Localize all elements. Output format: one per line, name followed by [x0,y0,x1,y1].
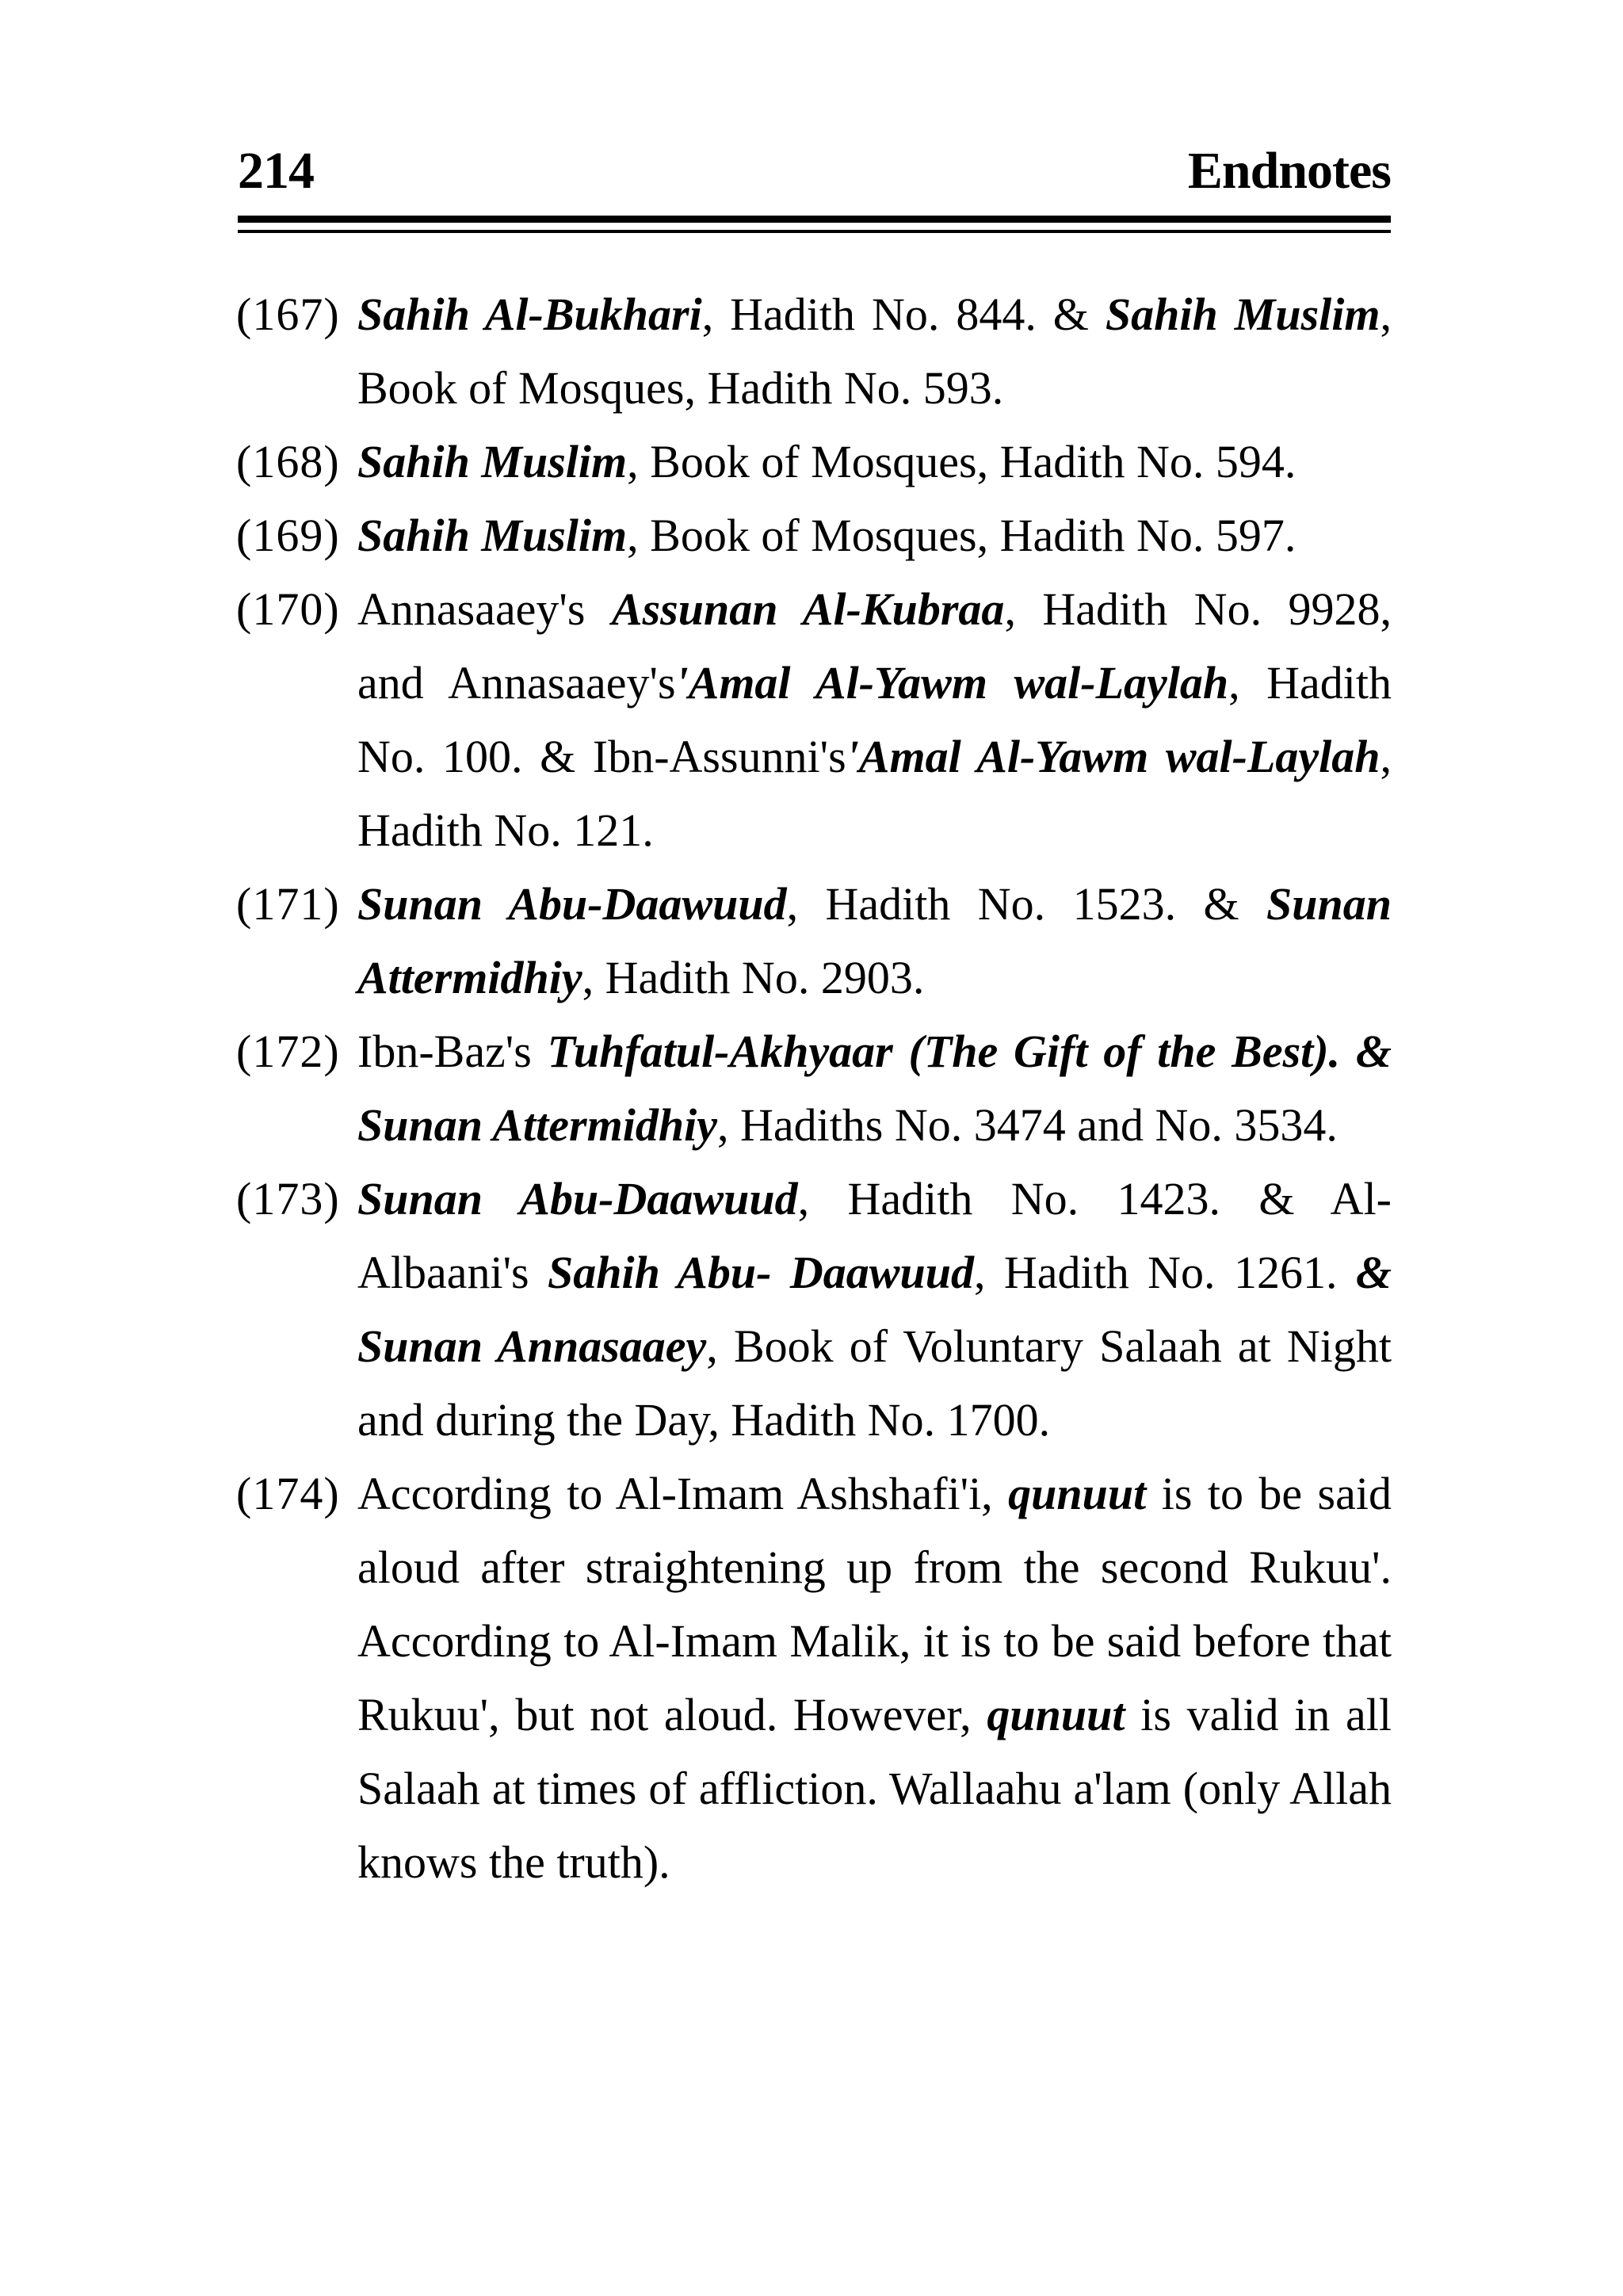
endnote-text-segment: , Hadith No. 2903. [582,952,925,1003]
endnote-text [357,878,1392,1003]
page-header [238,141,1391,212]
endnote-citation-title: Sahih Muslim [357,510,628,561]
endnote-text [357,1026,1392,1151]
endnote-text-segment: , Book of Mosques, Hadith No. 594. [627,436,1296,487]
endnote-citation-title: & Sunan Annasaaey [357,1247,1392,1372]
endnote-text-segment: , Hadith No. 1261. [973,1247,1356,1298]
endnote-text-segment: Annasaaey's [357,583,612,635]
endnote-number: (168) [236,436,340,487]
endnote-item [236,1457,1392,1899]
endnote-number: (173) [236,1173,340,1224]
endnote-item [236,1162,1392,1457]
endnote-text-segment: is valid in all Salaah at times of affliction. Wallaahu a'lam (only Allah knows the truth). [357,1689,1392,1888]
endnote-text-segment: , Hadith No. 1423. & Al-Albaani's [357,1173,1392,1298]
endnote-item [236,277,1392,425]
endnote-item [236,867,1392,1014]
endnote-text-segment: , Hadith No. 9928, and Annasaaey's [357,583,1392,709]
endnote-text-segment: According to Al-Imam Ashshafi'i, [357,1468,1009,1519]
endnote-citation-title: 'Amal Al-Yawm wal-Laylah [675,657,1229,709]
endnote-citation-title: Sahih Muslim [1105,288,1381,340]
endnote-citation-title: Sunan Abu-Daawuud [357,1173,798,1224]
endnote-text-segment: , Hadith No. 844. & [701,288,1106,340]
endnote-text [357,436,1296,487]
endnote-text-segment: is to be said aloud after straightening up from the second Rukuu'. According to Al-Imam Malik, it is to be said before that Rukuu', but not aloud. However, [357,1468,1392,1740]
endnote-item [236,499,1392,572]
page-number: 214 [238,142,314,200]
endnote-number: (169) [236,510,340,561]
endnote-text-segment: , Hadith No. 121. [357,731,1392,856]
endnote-text-segment: Ibn-Baz's [357,1026,548,1077]
endnote-text [357,288,1392,414]
endnote-text [357,1173,1392,1446]
endnote-text-segment: , Book of Mosques, Hadith No. 593. [357,288,1392,414]
endnote-number: (167) [236,288,340,340]
endnote-text-segment: , Hadiths No. 3474 and No. 3534. [716,1099,1338,1151]
endnote-citation-title: Tuhfatul-Akhyaar (The Gift of the Best). & Sunan Attermidhiy [357,1026,1392,1151]
header-rule-thick [238,216,1391,223]
endnote-citation-title: Assunan Al-Kubraa [611,583,1005,635]
endnote-text-segment: , Book of Voluntary Salaah at Night and during the Day, Hadith No. 1700. [357,1320,1392,1446]
header-rule-thin [238,230,1391,233]
endnote-citation-title: Sahih Abu- Daawuud [548,1247,974,1298]
endnote-number: (172) [236,1026,340,1077]
endnotes-list [236,277,1392,1899]
endnote-citation-title: 'Amal Al-Yawm wal-Laylah [846,731,1381,782]
endnote-number: (174) [236,1468,340,1519]
endnote-number: (170) [236,583,340,635]
endnote-text [357,1468,1392,1888]
endnote-number: (171) [236,878,340,930]
endnote-item [236,425,1392,499]
endnote-citation-title: qunuut [1008,1468,1147,1519]
section-title: Endnotes [1187,142,1391,200]
endnote-citation-title: Sunan Abu-Daawuud [357,878,787,930]
endnote-text-segment: , Hadith No. 100. & Ibn-Assunni's [357,657,1392,782]
endnote-citation-title: qunuut [987,1689,1125,1740]
endnote-text [357,583,1392,856]
endnote-citation-title: Sahih Al-Bukhari [357,288,702,340]
endnote-citation-title: Sunan Attermidhiy [357,878,1392,1003]
endnote-citation-title: Sahih Muslim [357,436,628,487]
endnote-item [236,572,1392,867]
endnote-text-segment: , Hadith No. 1523. & [786,878,1266,930]
endnote-text [357,510,1296,561]
endnote-text-segment: , Book of Mosques, Hadith No. 597. [627,510,1296,561]
endnote-item [236,1014,1392,1162]
